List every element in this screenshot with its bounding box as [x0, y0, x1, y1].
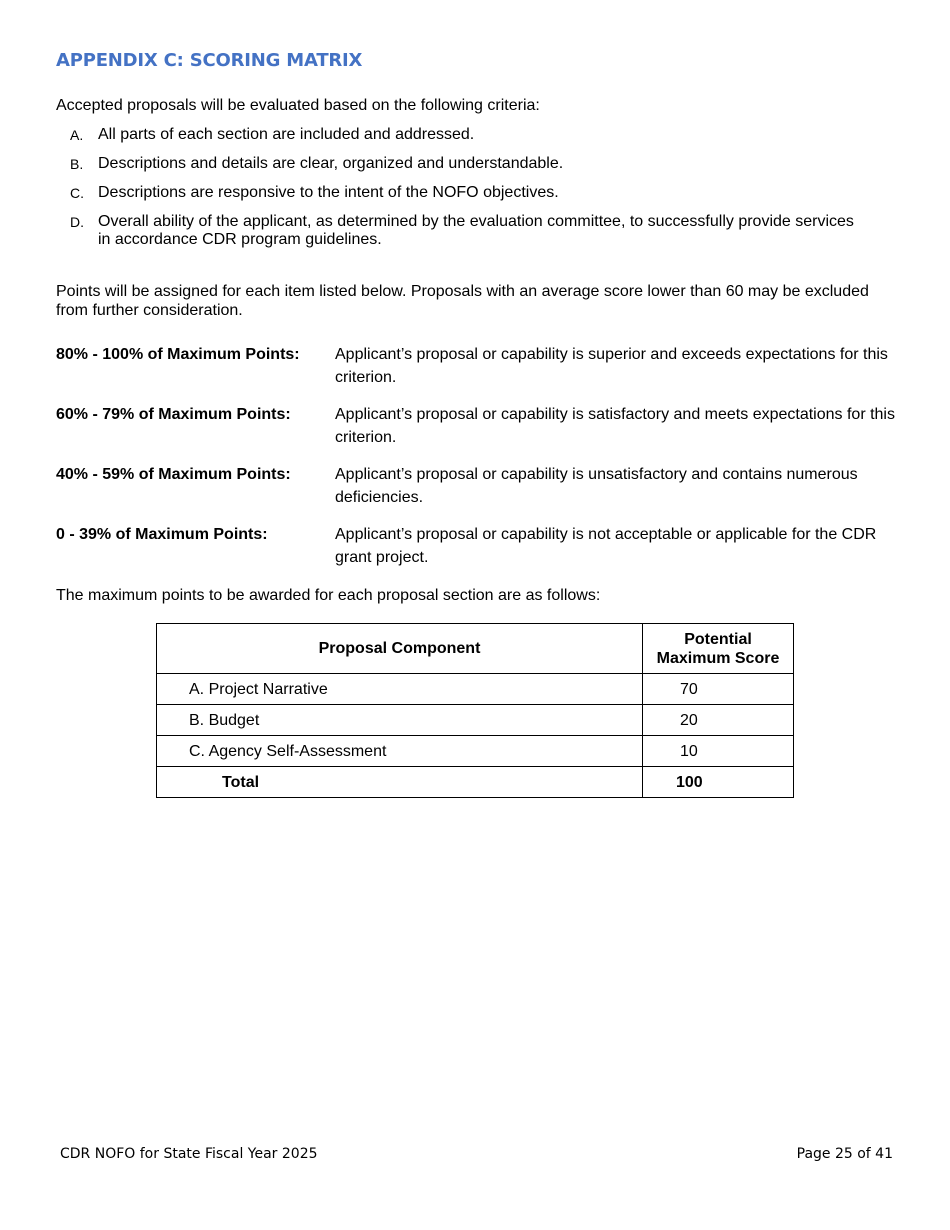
criteria-letter: C.	[70, 185, 84, 201]
criteria-intro: Accepted proposals will be evaluated based on the following criteria:	[56, 97, 540, 114]
criteria-item	[56, 155, 856, 173]
criteria-item	[56, 126, 856, 144]
scale-label: 80% - 100% of Maximum Points:	[56, 346, 300, 363]
header-score-line1: Potential	[684, 630, 752, 648]
total-score-cell: 100	[643, 767, 794, 798]
table-row	[157, 674, 794, 705]
table-row	[157, 705, 794, 736]
page-heading: APPENDIX C: SCORING MATRIX	[56, 50, 363, 71]
scale-description: Applicant’s proposal or capability is satisfactory and meets expectations for this criterion.	[335, 406, 895, 446]
criteria-text: Descriptions are responsive to the intent of the NOFO objectives.	[98, 184, 559, 201]
scoring-scale	[56, 343, 896, 569]
score-cell: 10	[643, 736, 794, 767]
max-points-intro: The maximum points to be awarded for each proposal section are as follows:	[56, 587, 601, 604]
table-row	[157, 736, 794, 767]
header-proposal-component: Proposal Component	[157, 624, 643, 674]
criteria-list	[56, 126, 856, 249]
component-cell: A. Project Narrative	[157, 674, 643, 705]
scoring-table	[156, 623, 794, 798]
score-cell: 70	[643, 674, 794, 705]
criteria-letter: A.	[70, 127, 84, 143]
scale-row	[56, 343, 896, 389]
scale-row	[56, 463, 896, 509]
criteria-text: Descriptions and details are clear, organized and understandable.	[98, 155, 564, 172]
scale-label: 60% - 79% of Maximum Points:	[56, 406, 291, 423]
criteria-letter: D.	[70, 214, 84, 230]
scale-label: 40% - 59% of Maximum Points:	[56, 466, 291, 483]
footer-document-title: CDR NOFO for State Fiscal Year 2025	[60, 1146, 318, 1162]
footer-page-number: Page 25 of 41	[796, 1146, 893, 1162]
scale-description: Applicant’s proposal or capability is unsatisfactory and contains numerous deficiencies.	[335, 466, 858, 506]
header-potential-maximum-score	[643, 624, 794, 674]
table-header-row	[157, 624, 794, 674]
scale-description: Applicant’s proposal or capability is not acceptable or applicable for the CDR grant project.	[335, 526, 877, 566]
component-cell: C. Agency Self-Assessment	[157, 736, 643, 767]
criteria-item	[56, 184, 856, 202]
criteria-letter: B.	[70, 156, 84, 172]
scale-row	[56, 523, 896, 569]
criteria-item	[56, 213, 856, 249]
header-score-line2: Maximum Score	[656, 649, 780, 667]
total-label-cell: Total	[157, 767, 643, 798]
scale-label: 0 - 39% of Maximum Points:	[56, 526, 268, 543]
scale-row	[56, 403, 896, 449]
points-intro: Points will be assigned for each item listed below. Proposals with an average score lower than 60 may be excluded from further consideration.	[56, 283, 869, 319]
component-cell: B. Budget	[157, 705, 643, 736]
criteria-text: Overall ability of the applicant, as determined by the evaluation committee, to successfully provide services in accordance CDR program guidelines.	[98, 213, 854, 248]
scale-description: Applicant’s proposal or capability is superior and exceeds expectations for this criterion.	[335, 346, 888, 386]
criteria-text: All parts of each section are included and addressed.	[98, 126, 475, 143]
table-total-row	[157, 767, 794, 798]
score-cell: 20	[643, 705, 794, 736]
